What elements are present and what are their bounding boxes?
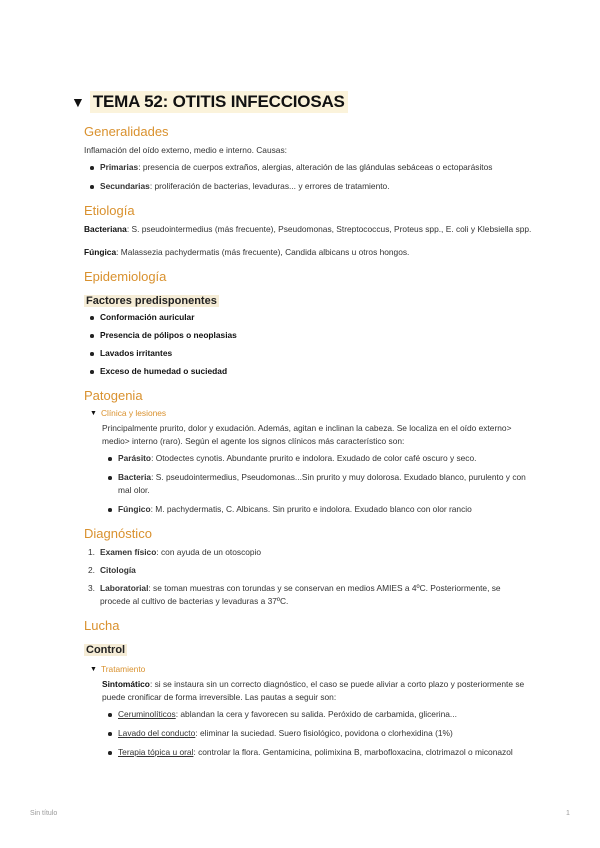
list-item: Presencia de pólipos o neoplasias <box>72 329 532 342</box>
heading-diagnostico: Diagnóstico <box>84 526 152 541</box>
list-item: Lavado del conducto: eliminar la suciedad. Suero fisiológico, povidona o clorhexidina (1%) <box>102 727 532 740</box>
tratamiento-content <box>102 678 532 759</box>
toggle-triangle-icon[interactable]: ▼ <box>90 409 97 417</box>
footer-document-title: Sin título <box>30 810 58 817</box>
toggle-label[interactable]: Clínica y lesiones <box>100 408 167 418</box>
subheading-factores: Factores predisponentes <box>86 295 217 307</box>
sintomatico-text: Sintomático: si se instaura sin un correcto diagnóstico, el caso se puede aliviar a corto plazo y posteriormente se puede cronificar de forma irreversible. Las pautas a seguir son: <box>102 679 525 702</box>
pautas-list <box>102 708 532 759</box>
subheading-control: Control <box>86 644 126 656</box>
toggle-tratamiento[interactable] <box>90 664 532 674</box>
document-body <box>72 90 532 765</box>
list-item: 1. Examen físico: con ayuda de un otoscopio <box>88 547 262 557</box>
list-item: Ceruminolíticos: ablandan la cera y favorecen su salida. Peróxido de carbamida, glicerina... <box>102 708 532 721</box>
page-title-toggle[interactable] <box>71 90 532 114</box>
etiologia-bacteriana: Bacteriana: S. pseudointermedius (más frecuente), Pseudomonas, Streptococcus, Proteus spp., E. coli y Klebsiella spp. <box>84 224 532 234</box>
heading-etiologia: Etiología <box>84 203 135 218</box>
generalidades-list <box>72 161 532 193</box>
list-item: 3. Laboratorial: se toman muestras con torundas y se conservan en medios AMIES a 4ºC. Posteriormente, se procede al cultivo de bacterias y levaduras a 37ºC. <box>88 583 501 606</box>
list-item: Terapia tópica u oral: controlar la flora. Gentamicina, polimixina B, marbofloxacina, clotrimazol o miconazol <box>102 746 532 759</box>
heading-generalidades: Generalidades <box>84 124 169 139</box>
toggle-triangle-icon[interactable]: ▼ <box>71 94 85 110</box>
list-item: Exceso de humedad o suciedad <box>72 365 532 378</box>
list-item: Lavados irritantes <box>72 347 532 360</box>
list-item: Conformación auricular <box>72 311 532 324</box>
clinica-list <box>102 452 532 516</box>
list-item: Fúngico: M. pachydermatis, C. Albicans. Sin prurito e indolora. Exudado blanco con olor rancio <box>102 503 532 516</box>
generalidades-intro: Inflamación del oído externo, medio e interno. Causas: <box>84 145 287 155</box>
clinica-text: Principalmente prurito, dolor y exudación. Además, agitan e inclinan la cabeza. Se localiza en el oído externo> medio> interno (raro). Según el agente los signos clínicos más característico son: <box>102 423 512 446</box>
toggle-triangle-icon[interactable]: ▼ <box>90 665 97 673</box>
list-item: 2. Citología <box>88 565 136 575</box>
toggle-clinica[interactable] <box>90 408 532 418</box>
etiologia-fungica: Fúngica: Malassezia pachydermatis (más frecuente), Candida albicans u otros hongos. <box>84 247 410 257</box>
heading-epidemiologia: Epidemiología <box>84 269 167 284</box>
list-item: Secundarias: proliferación de bacterias, levaduras... y errores de tratamiento. <box>72 180 532 193</box>
list-item: Bacteria: S. pseudointermedius, Pseudomonas...Sin prurito y muy dolorosa. Exudado blanco, purulento y con mal olor. <box>102 471 532 497</box>
page-title: TEMA 52: OTITIS INFECCIOSAS <box>90 91 348 113</box>
clinica-content <box>102 422 532 516</box>
toggle-label[interactable]: Tratamiento <box>100 664 146 674</box>
diagnostico-list <box>72 546 532 608</box>
footer-page-number: 1 <box>566 810 570 817</box>
heading-lucha: Lucha <box>84 618 120 633</box>
list-item: Primarias: presencia de cuerpos extraños, alergias, alteración de las glándulas sebáceas o ectoparásitos <box>72 161 532 174</box>
list-item: Parásito: Otodectes cynotis. Abundante prurito e indolora. Exudado de color café oscuro y seco. <box>102 452 532 465</box>
heading-patogenia: Patogenia <box>84 388 143 403</box>
factores-list <box>72 311 532 378</box>
